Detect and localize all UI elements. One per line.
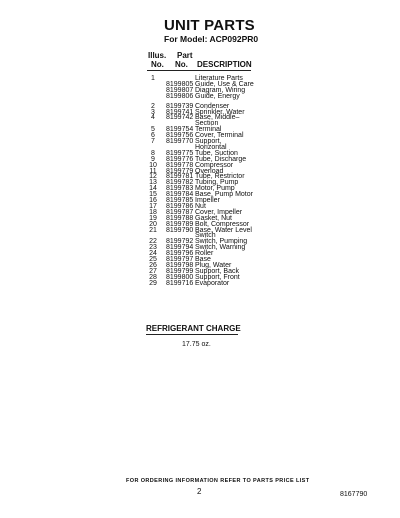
part-illus-number: 8 [151, 149, 155, 157]
part-illus-number: 26 [149, 261, 157, 269]
part-description: Tube, Suction [195, 149, 238, 157]
part-illus-number: 25 [149, 256, 157, 263]
part-description: Nut [195, 202, 206, 210]
part-number: 8199798 [166, 261, 194, 269]
part-number: 8199776 [166, 155, 194, 163]
part-number: 8199716 [166, 279, 194, 287]
part-illus-number: 4 [151, 114, 155, 122]
column-header-part-line2: No. [175, 60, 188, 69]
part-description: Cover, Impeller [195, 208, 243, 216]
part-number: 8199756 [166, 132, 194, 140]
part-number: 8199778 [166, 161, 194, 169]
part-description: Bolt, Compressor [195, 220, 250, 228]
part-description: Overload [195, 167, 224, 175]
part-number: 8199805 [166, 80, 194, 88]
part-description: Impeller [195, 197, 220, 204]
ordering-info-note: FOR ORDERING INFORMATION REFER TO PARTS PRICE LIST [126, 478, 310, 484]
part-number: 8199775 [166, 149, 194, 157]
part-description: Condenser [195, 102, 230, 110]
part-illus-number: 16 [149, 197, 157, 204]
part-illus-number: 11 [149, 167, 157, 175]
part-number: 8199790 [166, 226, 194, 234]
part-description: Tubing, Pump [195, 179, 239, 187]
column-header-illus-line1: Illus. [148, 51, 167, 60]
page-number: 2 [197, 487, 202, 496]
column-header-description: DESCRIPTION [197, 60, 252, 69]
part-description: Roller [195, 250, 214, 258]
part-number: 8199799 [166, 267, 194, 275]
column-header-illus-line2: No. [151, 60, 164, 69]
part-number: 8199784 [166, 191, 194, 199]
part-description: Switch, Warning [195, 244, 246, 252]
part-illus-number: 20 [149, 220, 157, 228]
part-number: 8199797 [166, 256, 194, 263]
part-description: Base, Water Level [195, 226, 252, 234]
part-illus-number: 28 [149, 273, 157, 281]
part-illus-number: 10 [149, 161, 157, 169]
part-number: 8199782 [166, 179, 194, 187]
part-illus-number: 2 [151, 102, 155, 110]
part-illus-number: 18 [149, 208, 157, 216]
part-illus-number: 6 [151, 132, 155, 140]
part-illus-number: 9 [151, 155, 155, 163]
part-description: Switch [195, 232, 216, 240]
part-description: Literature Parts [195, 75, 243, 82]
part-description: Support, [195, 138, 222, 145]
part-description: Cover, Terminal [195, 132, 244, 140]
part-description: Switch, Pumping [195, 238, 248, 246]
part-illus-number: 27 [149, 267, 157, 275]
part-description: Diagram, Wiring [195, 86, 246, 94]
part-illus-number: 24 [149, 250, 157, 258]
part-illus-number: 21 [149, 226, 157, 234]
column-header-part-line1: Part [177, 51, 193, 60]
part-number: 8199806 [166, 92, 194, 100]
part-illus-number: 29 [149, 279, 157, 287]
part-description: Plug, Water [195, 261, 232, 269]
part-description: Base, Middle– [195, 114, 240, 122]
part-illus-number: 3 [151, 108, 155, 116]
part-illus-number: 13 [149, 179, 157, 187]
part-description: Base, Pump Motor [195, 191, 253, 199]
part-description: Base [195, 256, 211, 263]
part-number: 8199770 [166, 138, 194, 145]
part-description: Support, Back [195, 267, 239, 275]
part-description: Section [195, 120, 219, 128]
part-number: 8199741 [166, 108, 194, 116]
refrigerant-charge-value: 17.75 oz. [182, 341, 211, 348]
part-number: 8199739 [166, 102, 194, 110]
part-illus-number: 22 [149, 238, 157, 246]
part-illus-number: 19 [149, 214, 157, 222]
document-number: 8167790 [340, 491, 368, 498]
part-description: Guide, Use & Care [195, 80, 254, 88]
part-description: Motor, Pump [195, 185, 235, 193]
part-illus-number: 15 [149, 191, 157, 199]
part-number: 8199786 [166, 202, 194, 210]
part-illus-number: 17 [149, 202, 157, 210]
part-number: 8199754 [166, 126, 194, 134]
part-illus-number: 7 [151, 138, 155, 145]
part-number: 8199788 [166, 214, 194, 222]
part-description: Tube, Restrictor [195, 173, 245, 181]
part-number: 8199807 [166, 86, 194, 94]
part-number: 8199742 [166, 114, 194, 122]
part-description: Guide, Energy [195, 92, 240, 100]
part-number: 8199781 [166, 173, 194, 181]
refrigerant-underline [146, 334, 238, 335]
part-number: 8199794 [166, 244, 194, 252]
part-number: 8199787 [166, 208, 194, 216]
part-description: Horizontal [195, 143, 227, 151]
part-description: Sprinkler, Water [195, 108, 245, 116]
part-description: Evaporator [195, 279, 230, 287]
part-number: 8199800 [166, 273, 194, 281]
part-illus-number: 14 [149, 185, 157, 193]
part-description: Support, Front [195, 273, 240, 281]
part-number: 8199796 [166, 250, 194, 258]
part-illus-number: 23 [149, 244, 157, 252]
refrigerant-heading: REFRIGERANT CHARGE [146, 324, 241, 333]
part-illus-number: 1 [151, 75, 155, 82]
part-description: Compressor [195, 161, 234, 169]
part-description: Gasket, Nut [195, 214, 232, 222]
part-number: 8199789 [166, 220, 194, 228]
part-number: 8199779 [166, 167, 194, 175]
part-illus-number: 12 [149, 173, 157, 181]
part-description: Terminal [195, 126, 222, 134]
part-number: 8199783 [166, 185, 194, 193]
part-description: Tube, Discharge [195, 155, 247, 163]
part-number: 8199792 [166, 238, 194, 246]
page-title: UNIT PARTS [164, 17, 255, 34]
part-illus-number: 5 [151, 126, 155, 134]
part-number: 8199785 [166, 197, 194, 204]
model-subtitle: For Model: ACP092PR0 [164, 34, 259, 44]
